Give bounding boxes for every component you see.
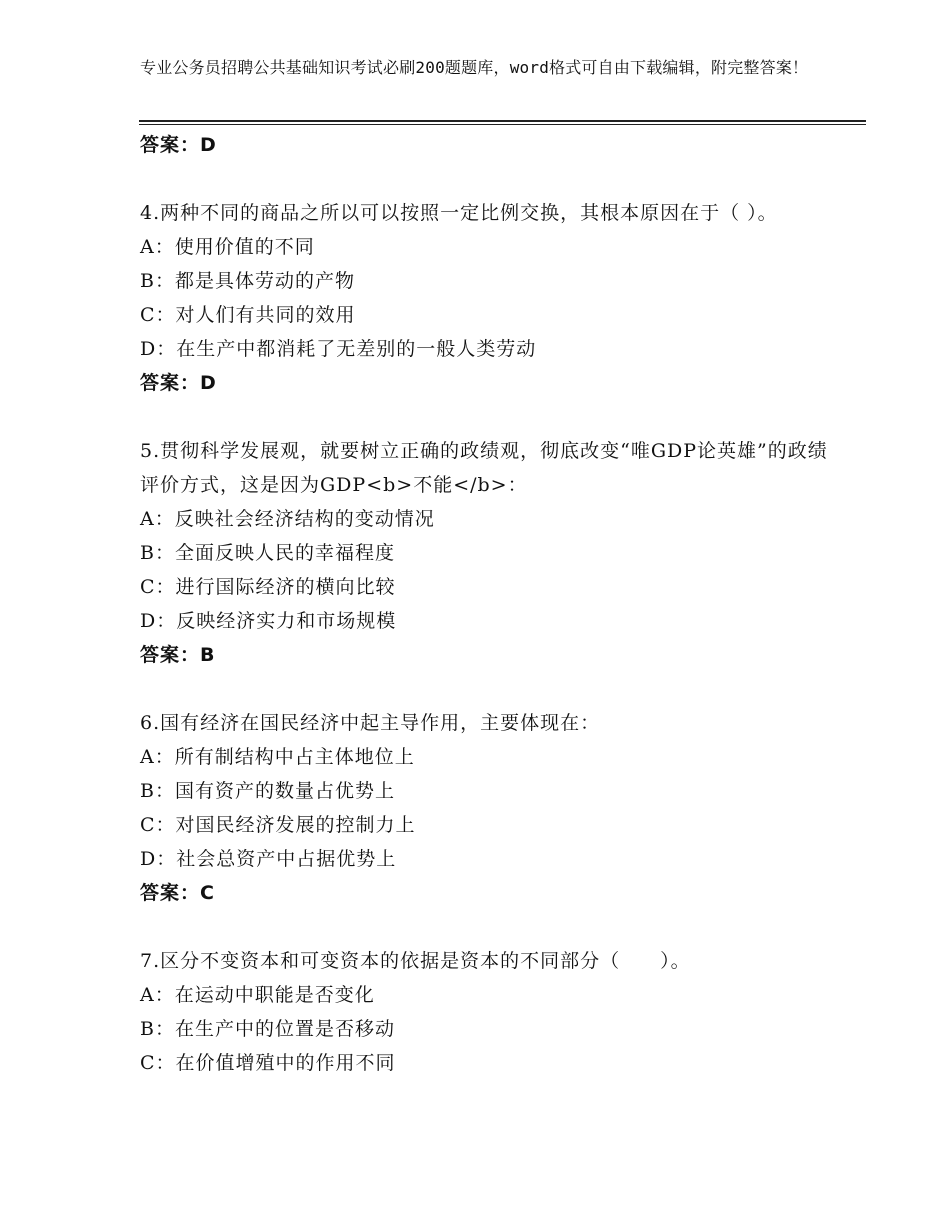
option-d: D：在生产中都消耗了无差别的一般人类劳动 xyxy=(140,338,537,360)
spacer xyxy=(140,672,830,706)
answer-label: 答案：C xyxy=(140,882,215,904)
option-d: D：社会总资产中占据优势上 xyxy=(140,848,397,870)
option-a: A：所有制结构中占主体地位上 xyxy=(140,746,415,768)
question-text: 5.贯彻科学发展观，就要树立正确的政绩观，彻底改变“唯GDP论英雄”的政绩评价方式，这是因为GDP<b>不能</b>： xyxy=(140,440,828,496)
option-c: C：进行国际经济的横向比较 xyxy=(140,576,396,598)
spacer xyxy=(140,162,830,196)
question-list xyxy=(140,128,830,1080)
option-a: A：使用价值的不同 xyxy=(140,236,315,258)
option-c: C：对国民经济发展的控制力上 xyxy=(140,814,416,836)
option-b: B：国有资产的数量占优势上 xyxy=(140,780,395,802)
answer-label: 答案：B xyxy=(140,644,216,666)
answer-label: 答案：D xyxy=(140,372,217,394)
spacer xyxy=(140,400,830,434)
document-header: 专业公务员招聘公共基础知识考试必刷200题题库，word格式可自由下载编辑，附完整答案！ xyxy=(140,58,809,77)
option-c: C：在价值增殖中的作用不同 xyxy=(140,1052,396,1074)
option-a: A：在运动中职能是否变化 xyxy=(140,984,375,1006)
option-b: B：都是具体劳动的产物 xyxy=(140,270,355,292)
option-b: B：全面反映人民的幸福程度 xyxy=(140,542,395,564)
option-a: A：反映社会经济结构的变动情况 xyxy=(140,508,435,530)
question-text: 6.国有经济在国民经济中起主导作用，主要体现在： xyxy=(140,712,601,734)
answer-label: 答案：D xyxy=(140,134,217,156)
question-text: 4.两种不同的商品之所以可以按照一定比例交换，其根本原因在于（ ）。 xyxy=(140,202,778,224)
header-rule-thick xyxy=(139,120,866,122)
option-d: D：反映经济实力和市场规模 xyxy=(140,610,397,632)
question-text: 7.区分不变资本和可变资本的依据是资本的不同部分（ ）。 xyxy=(140,950,691,972)
option-b: B：在生产中的位置是否移动 xyxy=(140,1018,395,1040)
header-rule-thin xyxy=(139,124,866,125)
option-c: C：对人们有共同的效用 xyxy=(140,304,356,326)
spacer xyxy=(140,910,830,944)
